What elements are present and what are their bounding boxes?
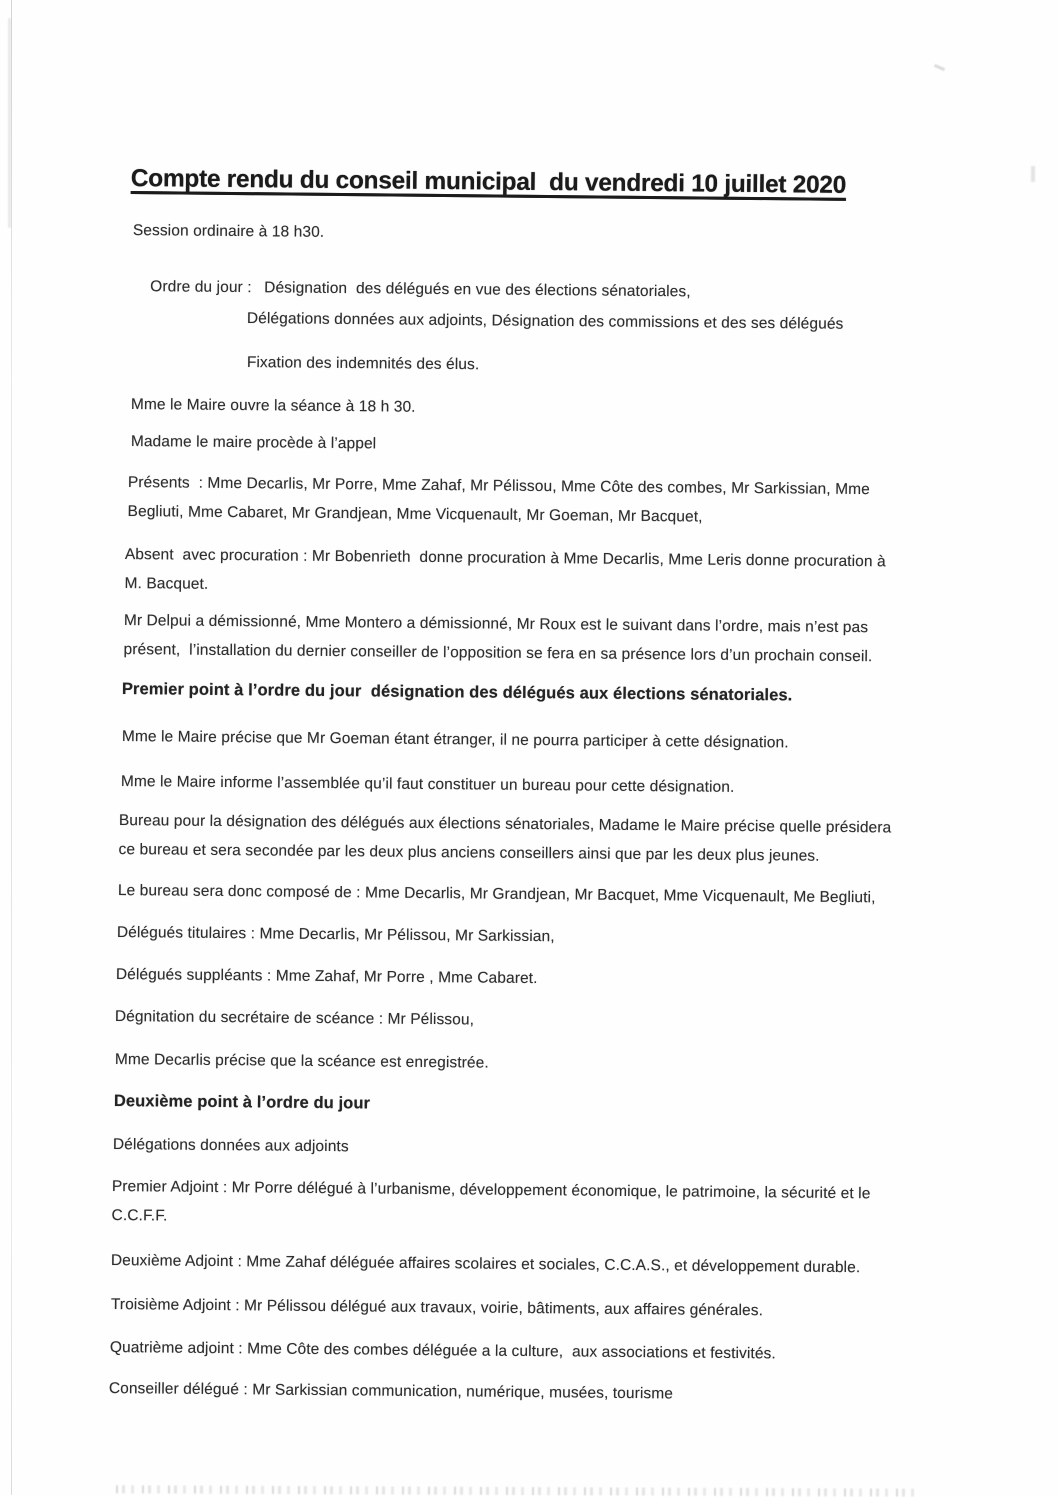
roll-call-line: Madame le maire procède à l’appel: [130, 432, 377, 452]
point-2-heading: Deuxième point à l’ordre du jour: [113, 1091, 371, 1112]
point-1-paragraph: Délégués titulaires : Mme Decarlis, Mr Pélissou, Mr Sarkissian,: [116, 923, 555, 945]
point-1-paragraph: Délégués suppléants : Mme Zahaf, Mr Porre , Mme Cabaret.: [115, 965, 538, 987]
agenda-item-2: Délégations données aux adjoints, Désignation des commissions et des ses délégués: [246, 309, 844, 333]
session-line: Session ordinaire à 18 h30.: [132, 221, 325, 241]
scan-speck: [1031, 166, 1035, 182]
point-1-paragraph: Bureau pour la désignation des délégués aux élections sénatoriales, Madame le Maire précise quelle présidera ce bureau et sera secondée par les deux plus anciens conseillers ainsi que par les deux plus jeunes.: [118, 811, 892, 865]
point-2-paragraph: Conseiller délégué : Mr Sarkissian communication, numérique, musées, tourisme: [108, 1379, 674, 1402]
point-1-paragraph: Mme le Maire informe l’assemblée qu’il faut constituer un bureau pour cette désignation.: [120, 772, 735, 796]
point-2-paragraph: Troisième Adjoint : Mr Pélissou délégué aux travaux, voirie, bâtiments, aux affaires générales.: [110, 1295, 764, 1319]
agenda-label: Ordre du jour :: [150, 278, 252, 297]
agenda-item-1: Désignation des délégués en vue des élections sénatoriales,: [264, 279, 691, 301]
cut-off-text-artifact: [116, 1485, 916, 1496]
presents-paragraph: Présents : Mme Decarlis, Mr Porre, Mme Zahaf, Mr Pélissou, Mme Côte des combes, Mr Sarkissian, Mme Begliuti, Mme Cabaret, Mr Grandjean, Mme Vicquenault, Mr Goeman, Mr Bacquet,: [127, 473, 870, 526]
document-title: Compte rendu du conseil municipal du vendredi 10 juillet 2020: [130, 165, 847, 200]
absents-paragraph: Absent avec procuration : Mr Bobenrieth donne procuration à Mme Decarlis, Mme Leris donne procuration à M. Bacquet.: [124, 545, 886, 593]
scan-smudge-artifact: [8, 18, 11, 228]
point-2-paragraph: Délégations données aux adjoints: [112, 1135, 349, 1155]
point-1-paragraph: Mme Decarlis précise que la scéance est enregistrée.: [114, 1050, 489, 1072]
scan-speck: [934, 64, 945, 71]
point-2-paragraph: Deuxième Adjoint : Mme Zahaf déléguée affaires scolaires et sociales, C.C.A.S., et développement durable.: [110, 1251, 861, 1276]
point-1-paragraph: Mme le Maire précise que Mr Goeman étant étranger, il ne pourra participer à cette désignation.: [121, 727, 789, 751]
point-2-paragraph: Quatrième adjoint : Mme Côte des combes déléguée a la culture, aux associations et festivités.: [109, 1338, 776, 1362]
point-1-paragraph: Le bureau sera donc composé de : Mme Decarlis, Mr Grandjean, Mr Bacquet, Mme Vicquenault, Me Begliuti,: [117, 881, 876, 906]
point-1-heading: Premier point à l’ordre du jour désignation des délégués aux élections sénatoriales.: [121, 679, 793, 704]
point-2-paragraph: Premier Adjoint : Mr Porre délégué à l’urbanisme, développement économique, le patrimoine, la sécurité et le C.C.F.F.: [111, 1177, 871, 1225]
point-1-paragraph: Dégnitation du secrétaire de scéance : Mr Pélissou,: [114, 1007, 475, 1028]
scan-edge-artifact: [11, 0, 12, 1495]
agenda-item-3: Fixation des indemnités des élus.: [246, 353, 480, 373]
opening-line: Mme le Maire ouvre la séance à 18 h 30.: [130, 395, 416, 416]
resignations-paragraph: Mr Delpui a démissionné, Mme Montero a démissionné, Mr Roux est le suivant dans l’ordre, mais n’est pas présent, l’installation du dernier conseiller de l’opposition se fera en sa présence lors d’un prochain conseil.: [123, 611, 873, 665]
